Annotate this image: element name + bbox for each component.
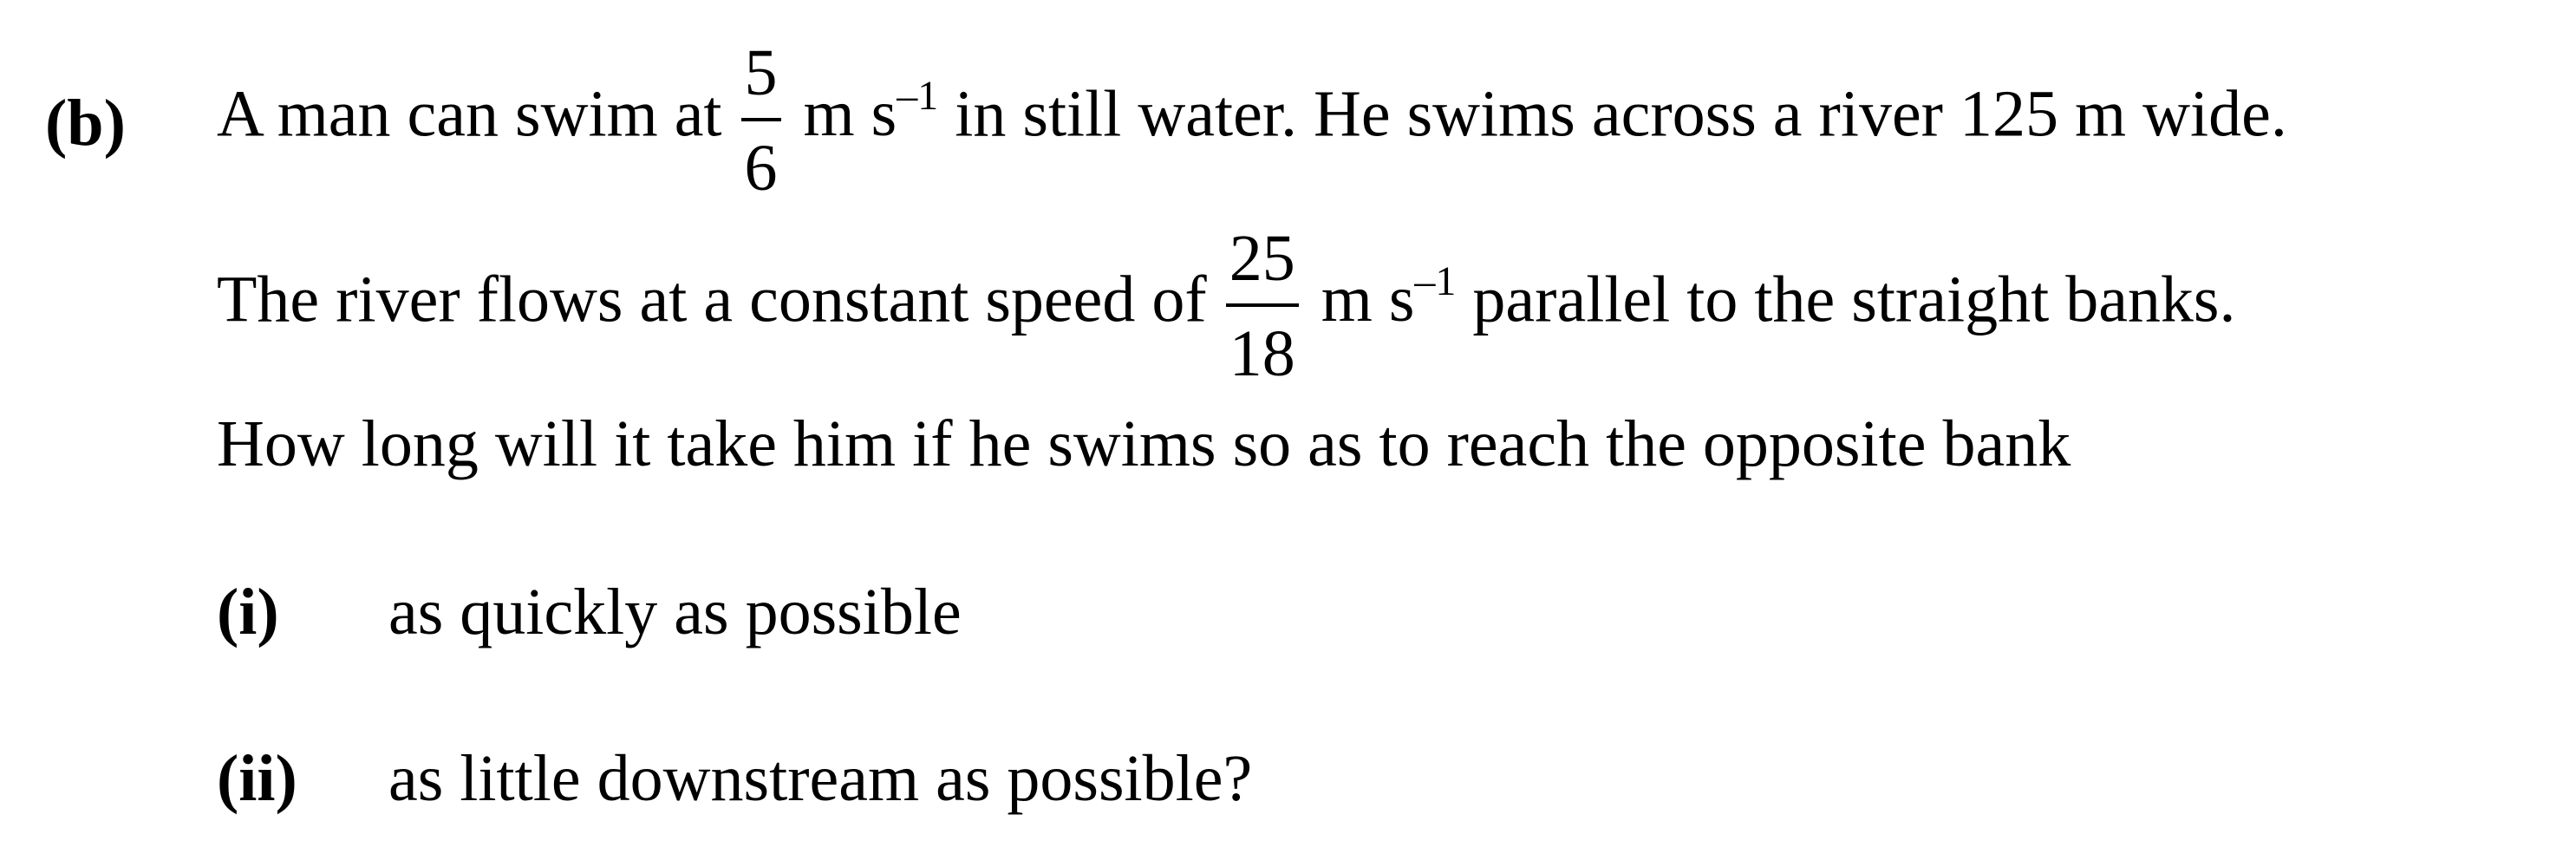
- subpart-text-i: as quickly as possible: [388, 576, 962, 648]
- fraction-twentyfive-eighteenths: [1226, 222, 1299, 390]
- unit-exponent: –1: [897, 73, 939, 120]
- subpart-label-ii: (ii): [217, 742, 297, 815]
- fraction-denominator: 6: [744, 132, 778, 205]
- speed-unit: [1321, 258, 1457, 336]
- part-label: (b): [45, 87, 126, 160]
- line2-text-before: The river flows at a constant speed of: [217, 263, 1207, 336]
- fraction-bar: [1226, 303, 1299, 307]
- question-line-2: [217, 222, 2236, 390]
- line2-text-after: parallel to the straight banks.: [1472, 263, 2236, 336]
- line1-text-after: in still water. He swims across a river 125 m wide.: [955, 77, 2287, 151]
- unit-base: m s: [1321, 263, 1415, 336]
- fraction-numerator: 5: [744, 36, 778, 109]
- question-line-3: How long will it take him if he swims so as to reach the opposite bank: [217, 407, 2071, 480]
- unit-base: m s: [803, 77, 897, 151]
- fraction-denominator: 18: [1229, 317, 1295, 390]
- subpart-text-ii: as little downstream as possible?: [388, 742, 1253, 815]
- fraction-bar: [741, 118, 781, 121]
- subpart-label-i: (i): [217, 576, 279, 648]
- speed-unit: [803, 73, 939, 151]
- fraction-five-sixths: [741, 36, 781, 205]
- unit-exponent: –1: [1414, 258, 1457, 305]
- line1-text-before: A man can swim at: [217, 77, 722, 151]
- question-line-1: [217, 36, 2287, 205]
- fraction-numerator: 25: [1229, 222, 1295, 295]
